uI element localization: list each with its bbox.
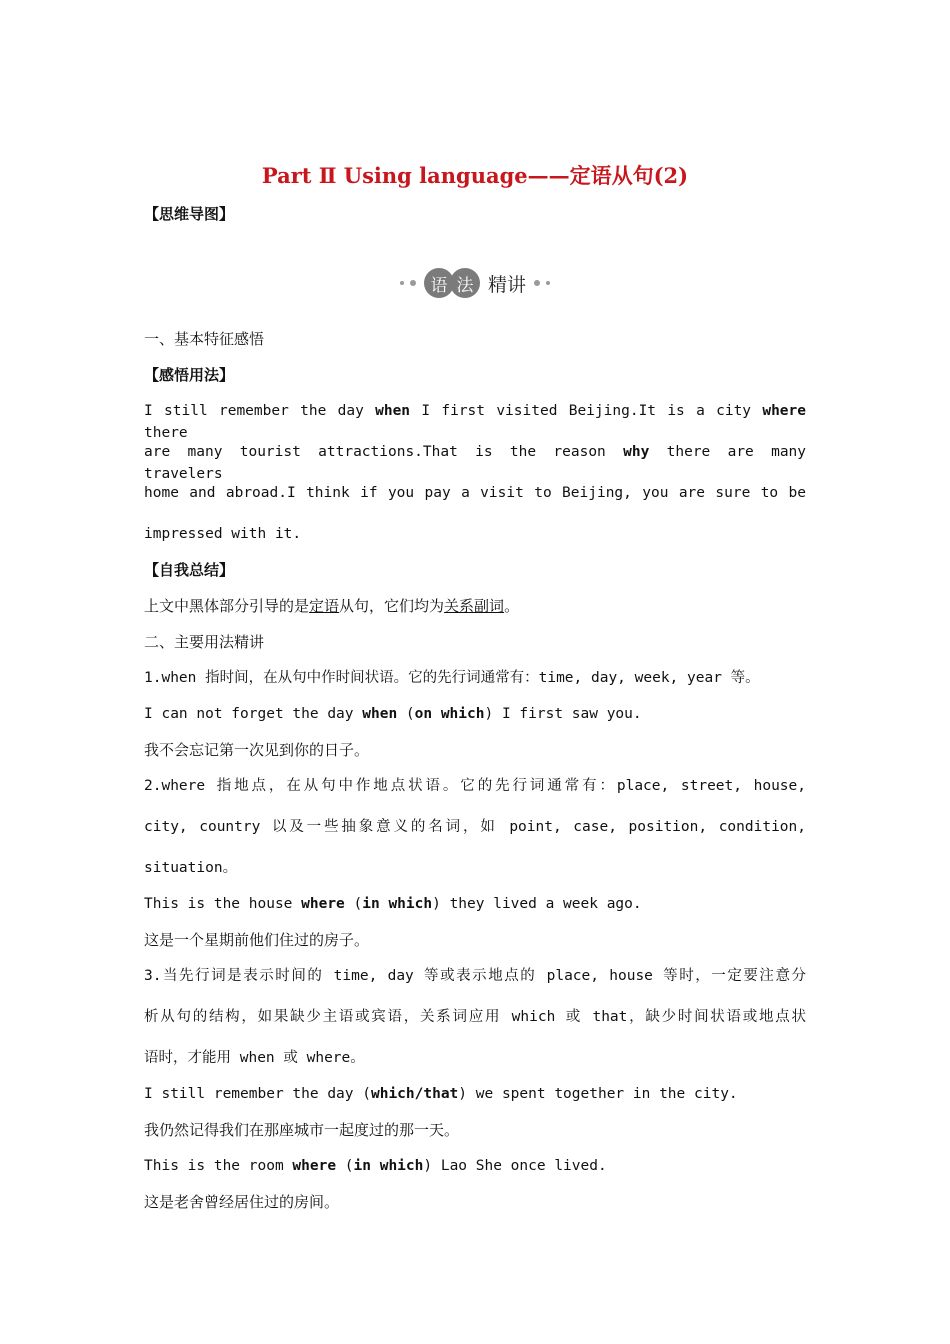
text: This is the room <box>144 1158 293 1174</box>
example-3 <box>144 1083 806 1105</box>
text: I first visited Beijing.It is a city <box>410 403 763 419</box>
bold-word: on which <box>414 706 485 722</box>
bold-word: in which <box>362 896 433 912</box>
rule-2-line-2: city, country 以及一些抽象意义的名词，如 point, case, position, condition, <box>144 819 806 835</box>
text: ) we spent together in the city. <box>458 1086 738 1102</box>
grammar-badge <box>0 268 950 298</box>
passage-line-1 <box>144 400 806 444</box>
bold-word: when <box>362 706 398 722</box>
underlined-answer: 定语 <box>309 597 340 615</box>
text: there are many travelers <box>144 444 807 482</box>
text: ) they lived a week ago. <box>432 896 642 912</box>
text: ) I first saw you. <box>484 706 642 722</box>
text: 上文中黑体部分引导的是 <box>144 597 310 615</box>
example-4 <box>144 1155 806 1177</box>
section-heading-2: 二、主要用法精讲 <box>144 633 265 651</box>
translation-4: 这是老舍曾经居住过的房间。 <box>144 1193 340 1211</box>
text: are many tourist attractions.That is the reason <box>144 444 624 460</box>
bold-word: which/that <box>370 1086 459 1102</box>
example-1 <box>144 703 806 725</box>
text: I still remember the day ( <box>144 1086 371 1102</box>
underlined-answer: 关系副词 <box>444 597 505 615</box>
bold-word: why <box>623 444 650 460</box>
passage-line-3: home and abroad.I think if you pay a visit to Beijing, you are sure to be <box>144 485 806 501</box>
page-title: Part Ⅱ Using language——定语从句(2) <box>261 163 689 188</box>
text: 。 <box>504 597 520 615</box>
dot-icon <box>410 280 416 286</box>
dot-icon <box>534 280 540 286</box>
badge-text: 精讲 <box>487 273 526 296</box>
text: This is the house <box>144 896 302 912</box>
rule-2-line-1: 2.where 指地点，在从句中作地点状语。它的先行词通常有：place, street, house, <box>144 778 806 794</box>
badge-circle-char: 语 <box>424 268 454 298</box>
rule-2-line-3: situation。 <box>144 860 238 876</box>
bold-word: where <box>301 896 345 912</box>
rule-3-line-2: 析从句的结构，如果缺少主语或宾语，关系词应用 which 或 that，缺少时间状语或地点状 <box>144 1009 806 1025</box>
passage-line-2 <box>144 441 806 485</box>
badge-circle-char: 法 <box>450 268 480 298</box>
text: I can not forget the day <box>144 706 363 722</box>
rule-1: 1.when 指时间，在从句中作时间状语。它的先行词通常有：time, day, week, year 等。 <box>144 670 760 686</box>
translation-3: 我仍然记得我们在那座城市一起度过的那一天。 <box>144 1121 460 1139</box>
feel-usage-label: 【感悟用法】 <box>144 366 235 384</box>
translation-2: 这是一个星期前他们住过的房子。 <box>144 931 370 949</box>
text: 从句，它们均为 <box>339 597 445 615</box>
text: there <box>144 425 188 441</box>
text: I still remember the day <box>144 403 376 419</box>
rule-3-line-1: 3.当先行词是表示时间的 time, day 等或表示地点的 place, house 等时，一定要注意分 <box>144 968 806 984</box>
rule-3-line-3: 语时，才能用 when 或 where。 <box>144 1050 365 1066</box>
summary-text <box>144 595 806 617</box>
bold-word: when <box>375 403 411 419</box>
dot-icon <box>400 281 404 285</box>
bold-word: in which <box>353 1158 424 1174</box>
passage-line-4: impressed with it. <box>144 526 302 542</box>
bold-word: where <box>292 1158 337 1174</box>
text: ( <box>397 706 415 722</box>
example-2 <box>144 893 806 915</box>
mindmap-label: 【思维导图】 <box>144 205 235 223</box>
translation-1: 我不会忘记第一次见到你的日子。 <box>144 741 370 759</box>
self-summary-label: 【自我总结】 <box>144 561 235 579</box>
dot-icon <box>546 281 550 285</box>
text: ( <box>344 896 363 912</box>
text: ( <box>336 1158 354 1174</box>
bold-word: where <box>762 403 806 419</box>
section-heading-1: 一、基本特征感悟 <box>144 330 265 348</box>
text: ) Lao She once lived. <box>423 1158 607 1174</box>
